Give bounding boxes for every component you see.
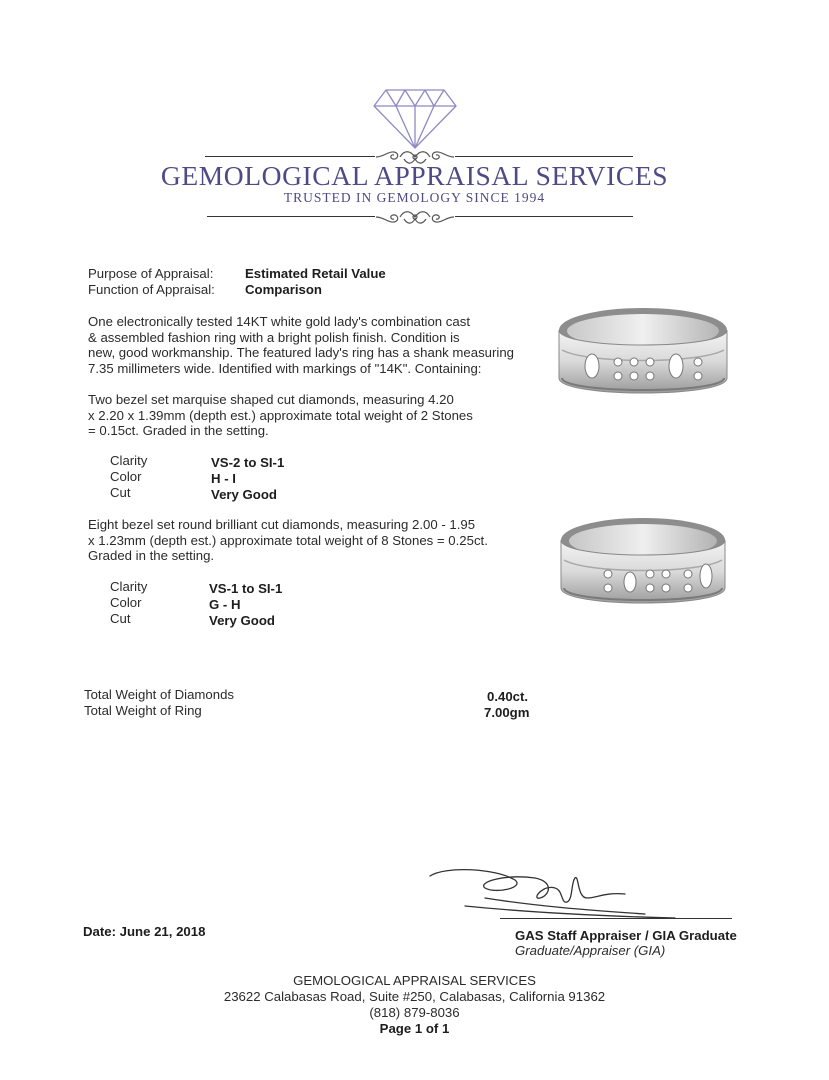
purpose-value: Estimated Retail Value: [245, 266, 386, 281]
appraiser-title: GAS Staff Appraiser / GIA Graduate: [515, 928, 737, 943]
header-top-rule-right: [455, 156, 633, 157]
stone-line: Two bezel set marquise shaped cut diamonds, measuring 4.20: [88, 392, 454, 407]
stone-line: Graded in the setting.: [88, 548, 215, 564]
stone-line: Eight bezel set round brilliant cut diamonds, measuring 2.00 - 1.95: [88, 517, 476, 532]
ring-photo: [548, 298, 738, 416]
ring-description: [88, 314, 514, 376]
grade-value-cut: Very Good: [209, 613, 275, 628]
grade-label-clarity: Clarity: [110, 579, 148, 594]
stone-description-marquise: [88, 392, 473, 439]
scroll-ornament-icon: [374, 206, 456, 228]
header-bottom-rule-left: [207, 216, 375, 217]
signature-line: [500, 918, 732, 919]
appraiser-subtitle: Graduate/Appraiser (GIA): [515, 943, 666, 958]
stone-line: x 2.20 x 1.39mm (depth est.) approximate total weight of 2 Stones: [88, 407, 473, 423]
appraisal-date: Date: June 21, 2018: [83, 924, 206, 939]
footer-phone: (818) 879-8036: [369, 1005, 460, 1020]
function-value: Comparison: [245, 282, 322, 297]
grade-label-clarity: Clarity: [110, 453, 148, 468]
description-line: One electronically tested 14KT white gold lady's combination cast: [88, 314, 470, 329]
footer-company: GEMOLOGICAL APPRAISAL SERVICES: [293, 973, 536, 988]
stone-description-round: [88, 517, 488, 564]
footer-address: 23622 Calabasas Road, Suite #250, Calabasas, California 91362: [223, 989, 606, 1004]
stone-line: = 0.15ct. Graded in the setting.: [88, 423, 269, 439]
grade-value-color: G - H: [209, 597, 241, 612]
stone-line: x 1.23mm (depth est.) approximate total weight of 8 Stones = 0.25ct.: [88, 532, 488, 548]
total-diamond-weight-value: 0.40ct.: [487, 689, 529, 704]
grade-value-cut: Very Good: [211, 487, 277, 502]
description-line: new, good workmanship. The featured lady's ring has a shank measuring: [88, 345, 514, 361]
grade-value-clarity: VS-1 to SI-1: [209, 581, 283, 596]
header-top-rule-left: [205, 156, 375, 157]
diamond-logo-icon: [372, 88, 458, 150]
grade-label-color: Color: [110, 595, 142, 610]
grade-label-color: Color: [110, 469, 142, 484]
description-line: 7.35 millimeters wide. Identified with markings of "14K". Containing:: [88, 360, 482, 376]
grade-value-clarity: VS-2 to SI-1: [211, 455, 285, 470]
ring-photo: [548, 508, 738, 626]
description-line: & assembled fashion ring with a bright polish finish. Condition is: [88, 329, 460, 345]
appraiser-signature: [425, 862, 735, 924]
function-label: Function of Appraisal:: [88, 282, 215, 297]
grade-label-cut: Cut: [110, 485, 131, 500]
company-tagline: TRUSTED IN GEMOLOGY SINCE 1994: [283, 190, 546, 205]
total-ring-weight-value: 7.00gm: [484, 705, 530, 720]
total-diamond-weight-label: Total Weight of Diamonds: [84, 687, 235, 702]
header-bottom-rule-right: [455, 216, 633, 217]
grade-value-color: H - I: [211, 471, 236, 486]
grade-label-cut: Cut: [110, 611, 131, 626]
page-number: Page 1 of 1: [379, 1021, 450, 1036]
total-ring-weight-label: Total Weight of Ring: [84, 703, 202, 718]
purpose-label: Purpose of Appraisal:: [88, 266, 214, 281]
company-name: GEMOLOGICAL APPRAISAL SERVICES: [160, 160, 669, 191]
